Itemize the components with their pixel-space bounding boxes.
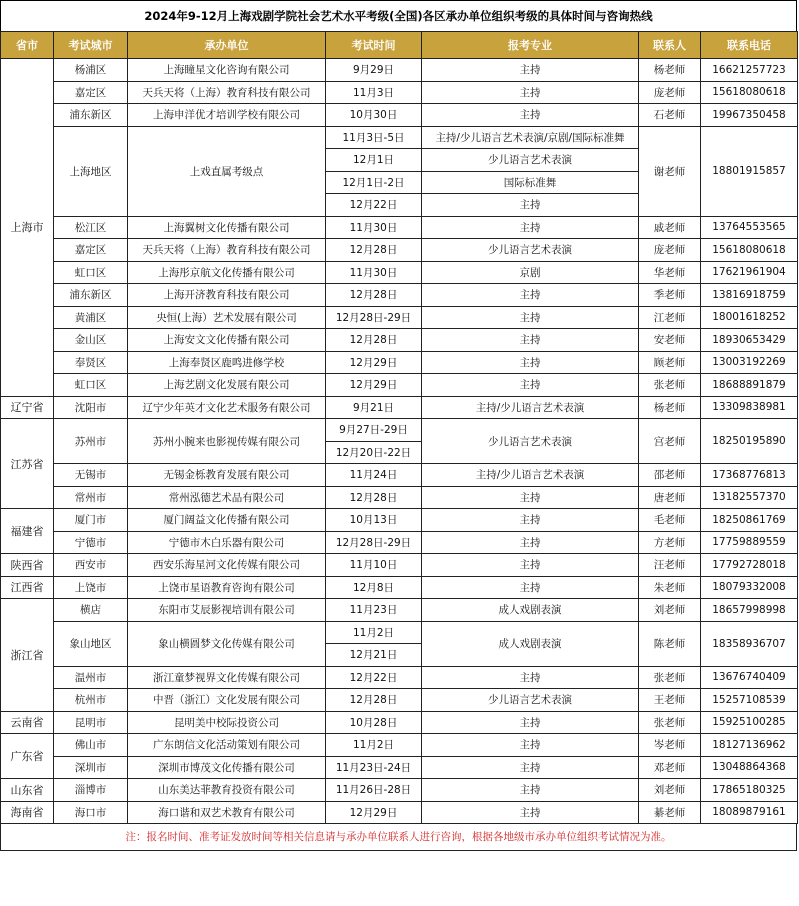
city-cell: 常州市 [54,486,128,509]
time-cell: 12月1日 [326,149,422,172]
province-cell: 广东省 [1,734,54,779]
table-row [1,531,798,554]
province-cell: 江苏省 [1,419,54,509]
organizer-cell: 象山横圆梦文化传媒有限公司 [128,621,326,666]
time-cell: 12月1日-2日 [326,171,422,194]
time-cell: 12月21日 [326,644,422,667]
table-row [1,576,798,599]
organizer-cell: 天兵天将（上海）教育科技有限公司 [128,81,326,104]
time-cell: 12月28日 [326,689,422,712]
contact-cell: 杨老师 [639,59,701,82]
time-cell: 11月10日 [326,554,422,577]
phone-cell: 17759889559 [701,531,798,554]
contact-cell: 安老师 [639,329,701,352]
schedule-table [0,31,798,824]
major-cell: 主持 [422,306,639,329]
phone-cell: 18657998998 [701,599,798,622]
city-cell: 奉贤区 [54,351,128,374]
city-cell: 上饶市 [54,576,128,599]
phone-cell: 18001618252 [701,306,798,329]
major-cell: 主持 [422,216,639,239]
table-row [1,734,798,757]
time-cell: 11月3日 [326,81,422,104]
organizer-cell: 中晋（浙江）文化发展有限公司 [128,689,326,712]
table-row [1,261,798,284]
phone-cell: 13003192269 [701,351,798,374]
header-organizer: 承办单位 [128,32,326,59]
city-cell: 淄博市 [54,779,128,802]
contact-cell: 朱老师 [639,576,701,599]
major-cell: 主持 [422,801,639,824]
organizer-cell: 上海开济教育科技有限公司 [128,284,326,307]
organizer-cell: 上海瞳星文化咨询有限公司 [128,59,326,82]
major-cell: 主持 [422,374,639,397]
organizer-cell: 无锡金栎教育发展有限公司 [128,464,326,487]
table-row [1,216,798,239]
province-cell: 浙江省 [1,599,54,712]
organizer-cell: 上戏直属考级点 [128,126,326,216]
organizer-cell: 西安乐海星河文化传媒有限公司 [128,554,326,577]
time-cell: 11月2日 [326,621,422,644]
organizer-cell: 昆明美中校际投资公司 [128,711,326,734]
city-cell: 横店 [54,599,128,622]
province-cell: 海南省 [1,801,54,824]
table-row [1,779,798,802]
time-cell: 11月30日 [326,261,422,284]
major-cell: 主持 [422,509,639,532]
city-cell: 松江区 [54,216,128,239]
major-cell: 主持 [422,666,639,689]
major-cell: 主持 [422,779,639,802]
table-row [1,666,798,689]
header-phone: 联系电话 [701,32,798,59]
contact-cell: 张老师 [639,666,701,689]
organizer-cell: 常州泓德艺术品有限公司 [128,486,326,509]
city-cell: 虹口区 [54,261,128,284]
table-row [1,554,798,577]
major-cell: 国际标准舞 [422,171,639,194]
time-cell: 10月13日 [326,509,422,532]
table-row [1,126,798,149]
table-row [1,284,798,307]
city-cell: 嘉定区 [54,81,128,104]
phone-cell: 16621257723 [701,59,798,82]
time-cell: 12月22日 [326,194,422,217]
time-cell: 12月28日-29日 [326,531,422,554]
city-cell: 苏州市 [54,419,128,464]
major-cell: 京剧 [422,261,639,284]
city-cell: 深圳市 [54,756,128,779]
time-cell: 9月29日 [326,59,422,82]
major-cell: 主持 [422,104,639,127]
major-cell: 主持 [422,59,639,82]
phone-cell: 15618080618 [701,239,798,262]
table-row [1,81,798,104]
city-cell: 上海地区 [54,126,128,216]
contact-cell: 綦老师 [639,801,701,824]
time-cell: 12月22日 [326,666,422,689]
major-cell: 主持 [422,194,639,217]
phone-cell: 13676740409 [701,666,798,689]
time-cell: 12月28日-29日 [326,306,422,329]
table-row [1,711,798,734]
province-cell: 辽宁省 [1,396,54,419]
table-row [1,689,798,712]
organizer-cell: 上饶市星语教育咨询有限公司 [128,576,326,599]
organizer-cell: 海口谐和双艺术教育有限公司 [128,801,326,824]
major-cell: 主持 [422,554,639,577]
major-cell: 主持/少儿语言艺术表演 [422,464,639,487]
city-cell: 浦东新区 [54,104,128,127]
organizer-cell: 深圳市博茂文化传播有限公司 [128,756,326,779]
city-cell: 厦门市 [54,509,128,532]
table-row [1,306,798,329]
header-contact: 联系人 [639,32,701,59]
organizer-cell: 东阳市艾辰影视培训有限公司 [128,599,326,622]
time-cell: 12月29日 [326,374,422,397]
city-cell: 西安市 [54,554,128,577]
time-cell: 11月23日-24日 [326,756,422,779]
table-row [1,464,798,487]
organizer-cell: 上海奉贤区鹿鸣进修学校 [128,351,326,374]
major-cell: 主持 [422,531,639,554]
contact-cell: 杨老师 [639,396,701,419]
time-cell: 12月29日 [326,351,422,374]
city-cell: 象山地区 [54,621,128,666]
phone-cell: 18079332008 [701,576,798,599]
time-cell: 10月28日 [326,711,422,734]
contact-cell: 刘老师 [639,599,701,622]
time-cell: 12月28日 [326,329,422,352]
table-row [1,104,798,127]
major-cell: 主持/少儿语言艺术表演 [422,396,639,419]
phone-cell: 15618080618 [701,81,798,104]
major-cell: 主持/少儿语言艺术表演/京剧/国际标准舞 [422,126,639,149]
time-cell: 12月8日 [326,576,422,599]
city-cell: 虹口区 [54,374,128,397]
contact-cell: 岑老师 [639,734,701,757]
contact-cell: 庞老师 [639,239,701,262]
contact-cell: 季老师 [639,284,701,307]
major-cell: 成人戏剧表演 [422,621,639,666]
major-cell: 主持 [422,576,639,599]
contact-cell: 宫老师 [639,419,701,464]
contact-cell: 顾老师 [639,351,701,374]
organizer-cell: 厦门阔益文化传播有限公司 [128,509,326,532]
phone-cell: 13048864368 [701,756,798,779]
organizer-cell: 上海翼树文化传播有限公司 [128,216,326,239]
major-cell: 主持 [422,756,639,779]
footer-note: 注：报名时间、准考证发放时间等相关信息请与承办单位联系人进行咨询，根据各地级市承办单位组织考试情况为准。 [0,824,797,851]
time-cell: 11月24日 [326,464,422,487]
table-row [1,486,798,509]
contact-cell: 汪老师 [639,554,701,577]
contact-cell: 陈老师 [639,621,701,666]
header-exam-time: 考试时间 [326,32,422,59]
page-title: 2024年9-12月上海戏剧学院社会艺术水平考级(全国)各区承办单位组织考级的具体时间与咨询热线 [0,0,797,31]
header-exam-city: 考试城市 [54,32,128,59]
organizer-cell: 苏州小腕来也影视传媒有限公司 [128,419,326,464]
organizer-cell: 央恒(上海）艺术发展有限公司 [128,306,326,329]
header-province: 省市 [1,32,54,59]
phone-cell: 15925100285 [701,711,798,734]
city-cell: 宁德市 [54,531,128,554]
table-row [1,329,798,352]
city-cell: 杨浦区 [54,59,128,82]
organizer-cell: 上海彤京航文化传播有限公司 [128,261,326,284]
phone-cell: 13309838981 [701,396,798,419]
major-cell: 主持 [422,329,639,352]
organizer-cell: 辽宁少年英才文化艺术服务有限公司 [128,396,326,419]
time-cell: 12月28日 [326,486,422,509]
table-row [1,599,798,622]
city-cell: 浦东新区 [54,284,128,307]
major-cell: 主持 [422,81,639,104]
province-cell: 云南省 [1,711,54,734]
table-row [1,621,798,644]
organizer-cell: 上海艺剧文化发展有限公司 [128,374,326,397]
phone-cell: 13816918759 [701,284,798,307]
contact-cell: 石老师 [639,104,701,127]
city-cell: 温州市 [54,666,128,689]
table-row [1,396,798,419]
city-cell: 嘉定区 [54,239,128,262]
organizer-cell: 宁德市木白乐器有限公司 [128,531,326,554]
time-cell: 12月28日 [326,284,422,307]
organizer-cell: 浙江童梦视界文化传媒有限公司 [128,666,326,689]
organizer-cell: 广东朗信文化活动策划有限公司 [128,734,326,757]
city-cell: 沈阳市 [54,396,128,419]
contact-cell: 张老师 [639,711,701,734]
table-row [1,756,798,779]
organizer-cell: 天兵天将（上海）教育科技有限公司 [128,239,326,262]
time-cell: 10月30日 [326,104,422,127]
phone-cell: 18358936707 [701,621,798,666]
city-cell: 黄浦区 [54,306,128,329]
major-cell: 主持 [422,486,639,509]
phone-cell: 18930653429 [701,329,798,352]
phone-cell: 13764553565 [701,216,798,239]
table-row [1,59,798,82]
header-major: 报考专业 [422,32,639,59]
time-cell: 11月23日 [326,599,422,622]
city-cell: 无锡市 [54,464,128,487]
phone-cell: 18127136962 [701,734,798,757]
organizer-cell: 上海申洋优才培训学校有限公司 [128,104,326,127]
time-cell: 11月3日-5日 [326,126,422,149]
contact-cell: 庞老师 [639,81,701,104]
province-cell: 陕西省 [1,554,54,577]
contact-cell: 邓老师 [639,756,701,779]
time-cell: 12月20日-22日 [326,441,422,464]
city-cell: 金山区 [54,329,128,352]
contact-cell: 唐老师 [639,486,701,509]
major-cell: 少儿语言艺术表演 [422,149,639,172]
time-cell: 12月29日 [326,801,422,824]
city-cell: 昆明市 [54,711,128,734]
major-cell: 主持 [422,711,639,734]
phone-cell: 18089879161 [701,801,798,824]
table-header-row [1,32,798,59]
city-cell: 杭州市 [54,689,128,712]
major-cell: 少儿语言艺术表演 [422,239,639,262]
contact-cell: 戚老师 [639,216,701,239]
province-cell: 上海市 [1,59,54,397]
province-cell: 山东省 [1,779,54,802]
contact-cell: 华老师 [639,261,701,284]
organizer-cell: 山东美达菲教育投资有限公司 [128,779,326,802]
contact-cell: 方老师 [639,531,701,554]
phone-cell: 18688891879 [701,374,798,397]
phone-cell: 17621961904 [701,261,798,284]
time-cell: 9月27日-29日 [326,419,422,442]
table-row [1,801,798,824]
time-cell: 11月26日-28日 [326,779,422,802]
major-cell: 少儿语言艺术表演 [422,689,639,712]
contact-cell: 王老师 [639,689,701,712]
time-cell: 9月21日 [326,396,422,419]
contact-cell: 张老师 [639,374,701,397]
phone-cell: 18250861769 [701,509,798,532]
major-cell: 成人戏剧表演 [422,599,639,622]
city-cell: 佛山市 [54,734,128,757]
table-row [1,239,798,262]
city-cell: 海口市 [54,801,128,824]
phone-cell: 19967350458 [701,104,798,127]
phone-cell: 15257108539 [701,689,798,712]
time-cell: 11月30日 [326,216,422,239]
organizer-cell: 上海安文文化传播有限公司 [128,329,326,352]
phone-cell: 17865180325 [701,779,798,802]
phone-cell: 18250195890 [701,419,798,464]
contact-cell: 江老师 [639,306,701,329]
time-cell: 11月2日 [326,734,422,757]
contact-cell: 谢老师 [639,126,701,216]
phone-cell: 17792728018 [701,554,798,577]
time-cell: 12月28日 [326,239,422,262]
contact-cell: 刘老师 [639,779,701,802]
province-cell: 福建省 [1,509,54,554]
major-cell: 主持 [422,284,639,307]
major-cell: 主持 [422,734,639,757]
table-row [1,419,798,442]
major-cell: 主持 [422,351,639,374]
phone-cell: 17368776813 [701,464,798,487]
phone-cell: 13182557370 [701,486,798,509]
contact-cell: 毛老师 [639,509,701,532]
phone-cell: 18801915857 [701,126,798,216]
contact-cell: 邵老师 [639,464,701,487]
major-cell: 少儿语言艺术表演 [422,419,639,464]
table-row [1,509,798,532]
table-row [1,374,798,397]
province-cell: 江西省 [1,576,54,599]
table-row [1,351,798,374]
